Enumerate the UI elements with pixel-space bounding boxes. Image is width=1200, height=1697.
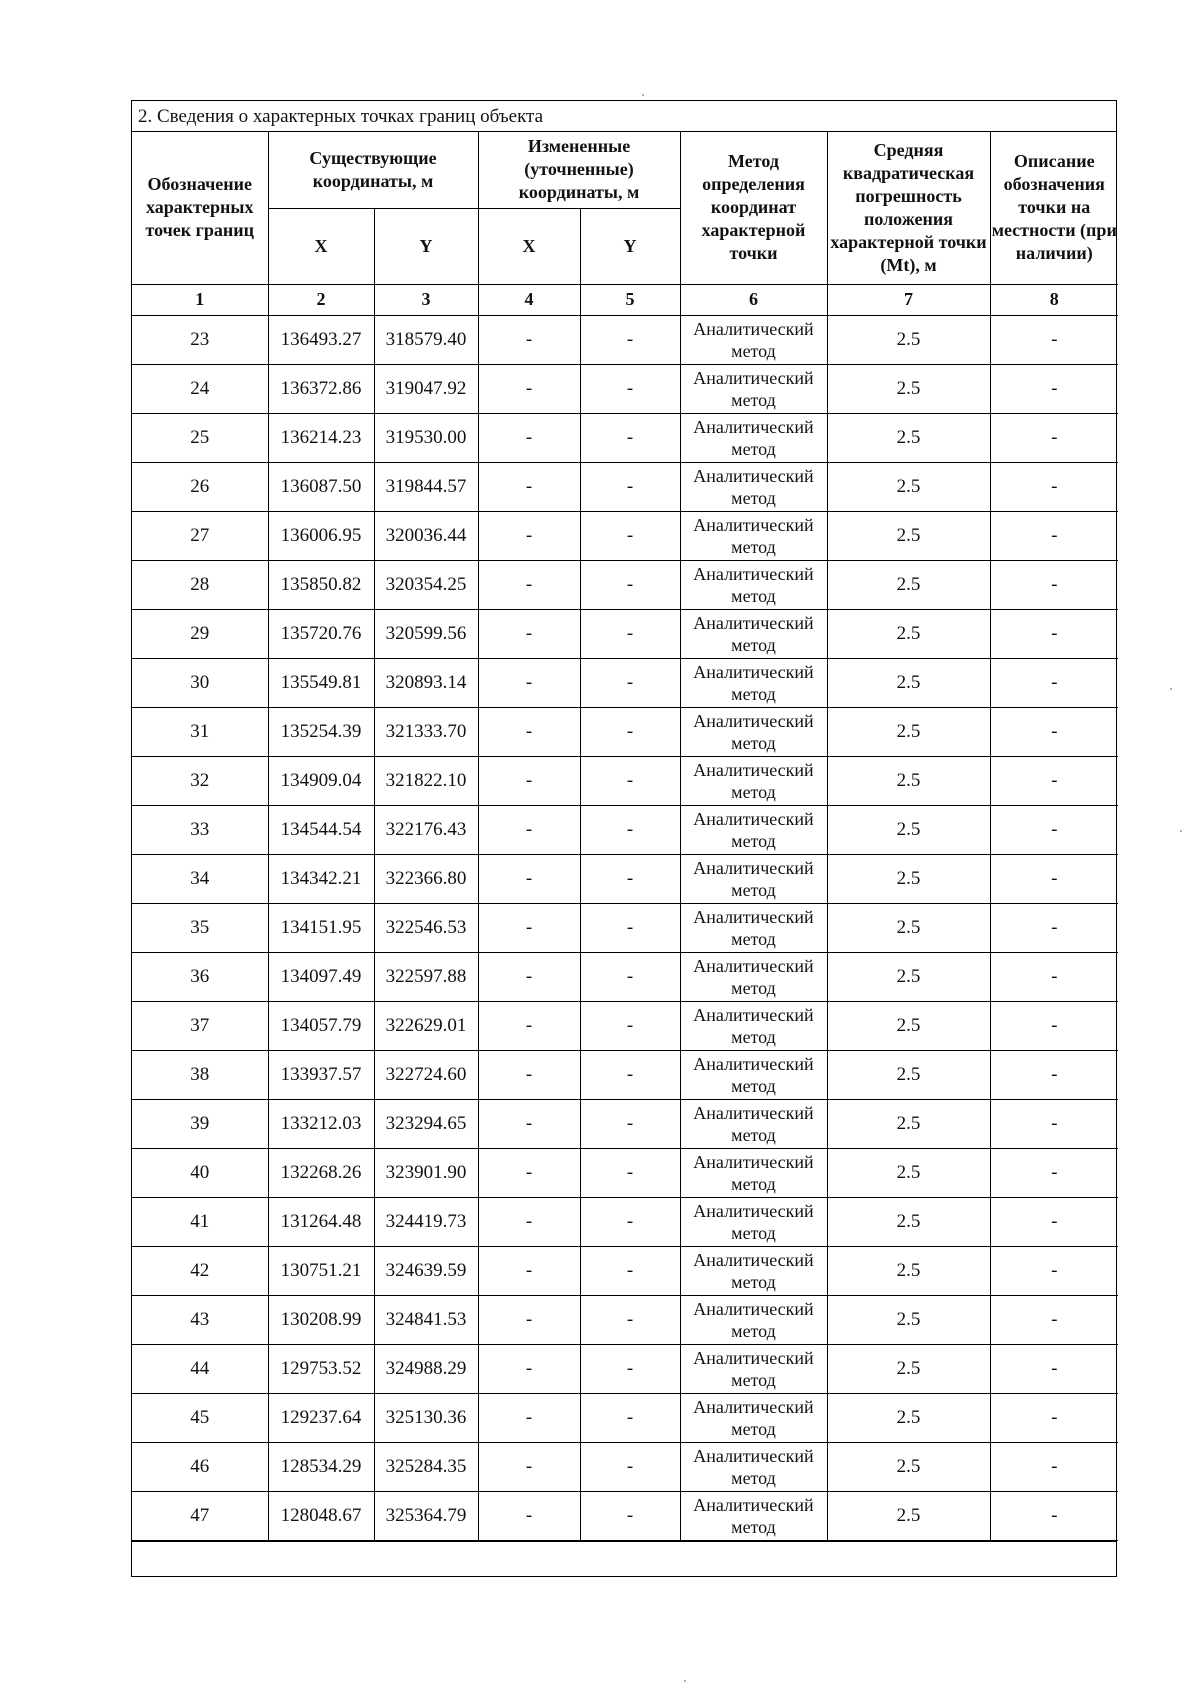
changed-x-cell: - [478, 1442, 580, 1491]
existing-y-cell: 319047.92 [374, 364, 478, 413]
existing-x-cell: 131264.48 [268, 1197, 374, 1246]
point-cell: 37 [132, 1001, 268, 1050]
table-row [132, 1001, 1118, 1050]
existing-x-cell: 135254.39 [268, 707, 374, 756]
table-row [132, 511, 1118, 560]
existing-y-cell: 320354.25 [374, 560, 478, 609]
changed-y-cell: - [580, 413, 680, 462]
error-cell: 2.5 [827, 1099, 990, 1148]
description-cell: - [990, 1393, 1118, 1442]
changed-x-cell: - [478, 707, 580, 756]
error-cell: 2.5 [827, 315, 990, 364]
changed-x-cell: - [478, 1295, 580, 1344]
section-title: 2. Сведения о характерных точках границ объекта [132, 101, 1116, 132]
method-cell: Аналитический метод [680, 903, 827, 952]
existing-x-cell: 136493.27 [268, 315, 374, 364]
header-designation: Обозначение характерных точек границ [132, 132, 268, 284]
error-cell: 2.5 [827, 1344, 990, 1393]
changed-y-cell: - [580, 315, 680, 364]
description-cell: - [990, 364, 1118, 413]
error-cell: 2.5 [827, 511, 990, 560]
description-cell: - [990, 805, 1118, 854]
point-cell: 36 [132, 952, 268, 1001]
point-cell: 39 [132, 1099, 268, 1148]
existing-y-cell: 320036.44 [374, 511, 478, 560]
changed-x-cell: - [478, 1491, 580, 1540]
existing-x-cell: 129237.64 [268, 1393, 374, 1442]
existing-y-cell: 325364.79 [374, 1491, 478, 1540]
header-existing-coordinates: Существующие координаты, м [268, 132, 478, 208]
error-cell: 2.5 [827, 1246, 990, 1295]
description-cell: - [990, 1148, 1118, 1197]
error-cell: 2.5 [827, 854, 990, 903]
method-cell: Аналитический метод [680, 756, 827, 805]
existing-x-cell: 136372.86 [268, 364, 374, 413]
error-cell: 2.5 [827, 1001, 990, 1050]
point-cell: 46 [132, 1442, 268, 1491]
table-row [132, 1197, 1118, 1246]
changed-x-cell: - [478, 413, 580, 462]
table-row [132, 854, 1118, 903]
existing-x-cell: 134544.54 [268, 805, 374, 854]
method-cell: Аналитический метод [680, 952, 827, 1001]
changed-y-cell: - [580, 1246, 680, 1295]
header-method: Метод определения координат характерной точки [680, 132, 827, 284]
existing-x-cell: 135549.81 [268, 658, 374, 707]
existing-x-cell: 136006.95 [268, 511, 374, 560]
error-cell: 2.5 [827, 609, 990, 658]
header-changed-y: Y [580, 208, 680, 284]
point-cell: 31 [132, 707, 268, 756]
changed-y-cell: - [580, 1393, 680, 1442]
description-cell: - [990, 1197, 1118, 1246]
table-row [132, 1050, 1118, 1099]
table-row [132, 952, 1118, 1001]
changed-y-cell: - [580, 854, 680, 903]
table-row [132, 1442, 1118, 1491]
column-number: 2 [268, 284, 374, 315]
existing-x-cell: 133937.57 [268, 1050, 374, 1099]
header-error: Средняя квадратическая погрешность положения характерной точки (Mt), м [827, 132, 990, 284]
header-description: Описание обозначения точки на местности (при наличии) [990, 132, 1118, 284]
table-row [132, 805, 1118, 854]
method-cell: Аналитический метод [680, 462, 827, 511]
existing-y-cell: 322724.60 [374, 1050, 478, 1099]
table-body [132, 315, 1118, 1540]
error-cell: 2.5 [827, 1442, 990, 1491]
point-cell: 42 [132, 1246, 268, 1295]
method-cell: Аналитический метод [680, 1197, 827, 1246]
method-cell: Аналитический метод [680, 413, 827, 462]
changed-x-cell: - [478, 1246, 580, 1295]
method-cell: Аналитический метод [680, 1050, 827, 1099]
existing-x-cell: 129753.52 [268, 1344, 374, 1393]
changed-x-cell: - [478, 1050, 580, 1099]
error-cell: 2.5 [827, 903, 990, 952]
existing-x-cell: 134151.95 [268, 903, 374, 952]
changed-x-cell: - [478, 1148, 580, 1197]
scan-speck [1180, 830, 1182, 832]
description-cell: - [990, 1001, 1118, 1050]
method-cell: Аналитический метод [680, 1099, 827, 1148]
column-number: 1 [132, 284, 268, 315]
point-cell: 45 [132, 1393, 268, 1442]
existing-y-cell: 322597.88 [374, 952, 478, 1001]
changed-y-cell: - [580, 364, 680, 413]
changed-x-cell: - [478, 1393, 580, 1442]
table-row [132, 413, 1118, 462]
method-cell: Аналитический метод [680, 1393, 827, 1442]
table-row [132, 1344, 1118, 1393]
existing-x-cell: 128048.67 [268, 1491, 374, 1540]
changed-x-cell: - [478, 364, 580, 413]
changed-x-cell: - [478, 511, 580, 560]
error-cell: 2.5 [827, 658, 990, 707]
existing-y-cell: 322629.01 [374, 1001, 478, 1050]
changed-x-cell: - [478, 609, 580, 658]
error-cell: 2.5 [827, 560, 990, 609]
existing-y-cell: 321822.10 [374, 756, 478, 805]
point-cell: 26 [132, 462, 268, 511]
description-cell: - [990, 952, 1118, 1001]
table-row [132, 609, 1118, 658]
existing-x-cell: 134097.49 [268, 952, 374, 1001]
description-cell: - [990, 511, 1118, 560]
existing-x-cell: 128534.29 [268, 1442, 374, 1491]
existing-x-cell: 135720.76 [268, 609, 374, 658]
existing-y-cell: 324988.29 [374, 1344, 478, 1393]
description-cell: - [990, 560, 1118, 609]
header-existing-x: X [268, 208, 374, 284]
changed-y-cell: - [580, 1442, 680, 1491]
column-number: 8 [990, 284, 1118, 315]
existing-x-cell: 135850.82 [268, 560, 374, 609]
header-existing-y: Y [374, 208, 478, 284]
method-cell: Аналитический метод [680, 707, 827, 756]
point-cell: 44 [132, 1344, 268, 1393]
existing-y-cell: 319530.00 [374, 413, 478, 462]
column-number: 4 [478, 284, 580, 315]
column-number: 5 [580, 284, 680, 315]
point-cell: 41 [132, 1197, 268, 1246]
point-cell: 29 [132, 609, 268, 658]
error-cell: 2.5 [827, 413, 990, 462]
description-cell: - [990, 854, 1118, 903]
point-cell: 40 [132, 1148, 268, 1197]
method-cell: Аналитический метод [680, 609, 827, 658]
changed-y-cell: - [580, 609, 680, 658]
column-number: 3 [374, 284, 478, 315]
point-cell: 47 [132, 1491, 268, 1540]
error-cell: 2.5 [827, 1393, 990, 1442]
description-cell: - [990, 1050, 1118, 1099]
empty-footer-row [132, 1541, 1116, 1576]
description-cell: - [990, 1344, 1118, 1393]
changed-x-cell: - [478, 903, 580, 952]
changed-x-cell: - [478, 1099, 580, 1148]
existing-y-cell: 318579.40 [374, 315, 478, 364]
point-cell: 34 [132, 854, 268, 903]
existing-x-cell: 130208.99 [268, 1295, 374, 1344]
changed-x-cell: - [478, 658, 580, 707]
description-cell: - [990, 1246, 1118, 1295]
table-row [132, 658, 1118, 707]
changed-x-cell: - [478, 462, 580, 511]
method-cell: Аналитический метод [680, 805, 827, 854]
method-cell: Аналитический метод [680, 1148, 827, 1197]
changed-y-cell: - [580, 1344, 680, 1393]
error-cell: 2.5 [827, 1148, 990, 1197]
column-number-row [132, 284, 1118, 315]
changed-x-cell: - [478, 756, 580, 805]
existing-y-cell: 320599.56 [374, 609, 478, 658]
existing-y-cell: 324841.53 [374, 1295, 478, 1344]
changed-x-cell: - [478, 805, 580, 854]
existing-y-cell: 322176.43 [374, 805, 478, 854]
table-row [132, 364, 1118, 413]
description-cell: - [990, 756, 1118, 805]
existing-y-cell: 322546.53 [374, 903, 478, 952]
point-cell: 43 [132, 1295, 268, 1344]
changed-y-cell: - [580, 1148, 680, 1197]
changed-y-cell: - [580, 1001, 680, 1050]
method-cell: Аналитический метод [680, 315, 827, 364]
existing-x-cell: 133212.03 [268, 1099, 374, 1148]
changed-y-cell: - [580, 1099, 680, 1148]
error-cell: 2.5 [827, 1197, 990, 1246]
table-row [132, 756, 1118, 805]
point-cell: 28 [132, 560, 268, 609]
description-cell: - [990, 1099, 1118, 1148]
method-cell: Аналитический метод [680, 1491, 827, 1540]
changed-x-cell: - [478, 1197, 580, 1246]
method-cell: Аналитический метод [680, 511, 827, 560]
point-cell: 23 [132, 315, 268, 364]
changed-y-cell: - [580, 560, 680, 609]
existing-y-cell: 324419.73 [374, 1197, 478, 1246]
method-cell: Аналитический метод [680, 1246, 827, 1295]
changed-x-cell: - [478, 854, 580, 903]
method-cell: Аналитический метод [680, 560, 827, 609]
point-cell: 32 [132, 756, 268, 805]
description-cell: - [990, 1442, 1118, 1491]
method-cell: Аналитический метод [680, 1001, 827, 1050]
existing-x-cell: 132268.26 [268, 1148, 374, 1197]
description-cell: - [990, 707, 1118, 756]
scan-speck [684, 1680, 686, 1682]
table-row [132, 1246, 1118, 1295]
header-changed-x: X [478, 208, 580, 284]
changed-y-cell: - [580, 707, 680, 756]
point-cell: 30 [132, 658, 268, 707]
existing-x-cell: 134057.79 [268, 1001, 374, 1050]
changed-y-cell: - [580, 805, 680, 854]
description-cell: - [990, 609, 1118, 658]
column-number: 6 [680, 284, 827, 315]
method-cell: Аналитический метод [680, 1295, 827, 1344]
existing-y-cell: 325284.35 [374, 1442, 478, 1491]
error-cell: 2.5 [827, 364, 990, 413]
error-cell: 2.5 [827, 1295, 990, 1344]
method-cell: Аналитический метод [680, 1344, 827, 1393]
table-row [132, 707, 1118, 756]
existing-y-cell: 320893.14 [374, 658, 478, 707]
table-row [132, 315, 1118, 364]
changed-x-cell: - [478, 560, 580, 609]
existing-y-cell: 323901.90 [374, 1148, 478, 1197]
table-row [132, 462, 1118, 511]
point-cell: 25 [132, 413, 268, 462]
changed-x-cell: - [478, 1344, 580, 1393]
boundary-points-table [132, 132, 1118, 1541]
error-cell: 2.5 [827, 952, 990, 1001]
point-cell: 27 [132, 511, 268, 560]
changed-y-cell: - [580, 1491, 680, 1540]
changed-x-cell: - [478, 952, 580, 1001]
existing-y-cell: 324639.59 [374, 1246, 478, 1295]
point-cell: 35 [132, 903, 268, 952]
table-row [132, 1393, 1118, 1442]
error-cell: 2.5 [827, 707, 990, 756]
changed-y-cell: - [580, 1197, 680, 1246]
description-cell: - [990, 315, 1118, 364]
existing-x-cell: 136214.23 [268, 413, 374, 462]
existing-x-cell: 134909.04 [268, 756, 374, 805]
changed-y-cell: - [580, 1295, 680, 1344]
method-cell: Аналитический метод [680, 364, 827, 413]
table-row [132, 1491, 1118, 1540]
changed-y-cell: - [580, 511, 680, 560]
table-row [132, 1099, 1118, 1148]
point-cell: 38 [132, 1050, 268, 1099]
changed-y-cell: - [580, 903, 680, 952]
scan-speck [1170, 688, 1172, 690]
changed-y-cell: - [580, 952, 680, 1001]
changed-x-cell: - [478, 315, 580, 364]
description-cell: - [990, 413, 1118, 462]
table-row [132, 1148, 1118, 1197]
error-cell: 2.5 [827, 462, 990, 511]
changed-y-cell: - [580, 658, 680, 707]
existing-y-cell: 325130.36 [374, 1393, 478, 1442]
table-row [132, 560, 1118, 609]
boundary-points-section [131, 100, 1117, 1577]
error-cell: 2.5 [827, 1491, 990, 1540]
description-cell: - [990, 1491, 1118, 1540]
point-cell: 33 [132, 805, 268, 854]
changed-y-cell: - [580, 756, 680, 805]
existing-x-cell: 130751.21 [268, 1246, 374, 1295]
changed-y-cell: - [580, 462, 680, 511]
description-cell: - [990, 658, 1118, 707]
scan-speck [642, 94, 644, 96]
column-number: 7 [827, 284, 990, 315]
method-cell: Аналитический метод [680, 1442, 827, 1491]
header-changed-coordinates: Измененные (уточненные) координаты, м [478, 132, 680, 208]
table-row [132, 903, 1118, 952]
description-cell: - [990, 462, 1118, 511]
method-cell: Аналитический метод [680, 658, 827, 707]
error-cell: 2.5 [827, 756, 990, 805]
changed-y-cell: - [580, 1050, 680, 1099]
description-cell: - [990, 903, 1118, 952]
existing-y-cell: 323294.65 [374, 1099, 478, 1148]
description-cell: - [990, 1295, 1118, 1344]
error-cell: 2.5 [827, 805, 990, 854]
point-cell: 24 [132, 364, 268, 413]
existing-y-cell: 322366.80 [374, 854, 478, 903]
existing-y-cell: 319844.57 [374, 462, 478, 511]
existing-x-cell: 134342.21 [268, 854, 374, 903]
table-row [132, 1295, 1118, 1344]
error-cell: 2.5 [827, 1050, 990, 1099]
method-cell: Аналитический метод [680, 854, 827, 903]
changed-x-cell: - [478, 1001, 580, 1050]
existing-x-cell: 136087.50 [268, 462, 374, 511]
existing-y-cell: 321333.70 [374, 707, 478, 756]
